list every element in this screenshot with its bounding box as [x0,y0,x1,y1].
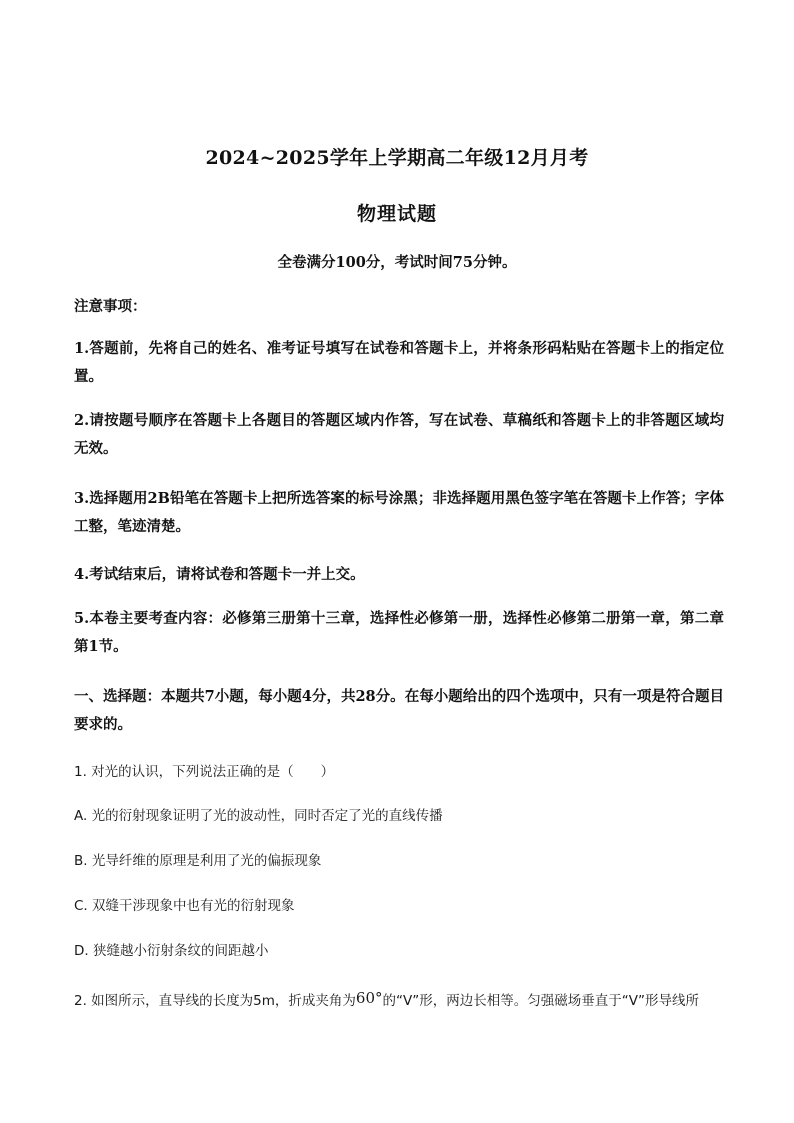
notice-item-1: 1.答题前，先将自己的姓名、准考证号填写在试卷和答题卡上，并将条形码粘贴在答题卡上的指定位置。 [74,340,724,385]
notice-heading: 注意事项： [74,298,147,315]
question-2-stem [74,990,726,1011]
question-2-stem-start: 2. 如图所示，直导线的长度为5m，折成夹角为 [74,993,356,1009]
exam-meta: 全卷满分100分，考试时间75分钟。 [277,254,517,271]
question-1-option-d: D. 狭缝越小衍射条纹的间距越小 [74,943,269,959]
question-2-stem-end: 的“V”形，两边长相等。匀强磁场垂直于“V”形导线所 [382,993,699,1009]
question-1-option-c: C. 双缝干涉现象中也有光的衍射现象 [74,898,295,914]
notice-item-3: 3.选择题用2B铅笔在答题卡上把所选答案的标号涂黑；非选择题用黑色签字笔在答题卡上作答；字体工整，笔迹清楚。 [74,490,724,535]
question-1-stem: 1. 对光的认识，下列说法正确的是（ ） [74,764,335,780]
angle-value: 60° [355,990,383,1007]
notice-item-2: 2.请按题号顺序在答题卡上各题目的答题区域内作答，写在试卷、草稿纸和答题卡上的非答题区域均无效。 [74,412,724,457]
exam-subject: 物理试题 [356,203,437,225]
section-heading: 一、选择题：本题共7小题，每小题4分，共28分。在每小题给出的四个选项中，只有一项是符合题目要求的。 [74,688,724,733]
question-1-option-b: B. 光导纤维的原理是利用了光的偏振现象 [74,853,322,869]
notice-item-4: 4.考试结束后，请将试卷和答题卡一并上交。 [74,566,365,583]
notice-item-5: 5.本卷主要考查内容：必修第三册第十三章，选择性必修第一册，选择性必修第二册第一章，第二章第1节。 [74,610,724,655]
exam-title: 2024~2025学年上学期高二年级12月月考 [205,147,589,169]
question-1-option-a: A. 光的衍射现象证明了光的波动性，同时否定了光的直线传播 [74,808,443,824]
